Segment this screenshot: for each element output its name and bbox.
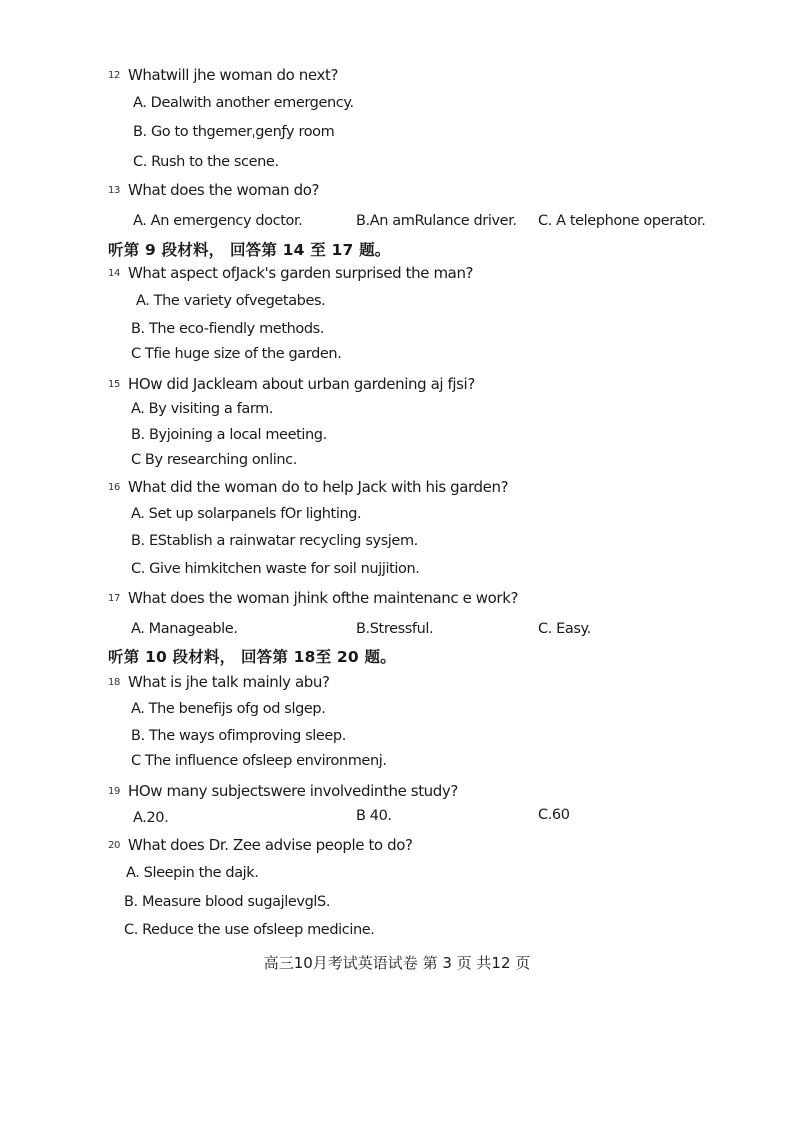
question-number: 16 xyxy=(108,482,120,493)
option-b: B. The eco-fiendly methods. xyxy=(131,321,325,337)
option-b: B. Byjoining a local meeting. xyxy=(131,427,327,443)
section-heading-10: 听第 10 段材料， 回答第 18至 20 题。 xyxy=(108,648,396,666)
question-16 xyxy=(108,478,508,496)
question-number: 18 xyxy=(108,677,120,688)
question-19 xyxy=(108,782,458,800)
option-a: A. Manageable. xyxy=(131,621,238,637)
option-c: C. Give himkitchen waste for soil nujjition. xyxy=(131,561,420,577)
option-b: B. EStablish a rainwatar recycling sysjem. xyxy=(131,533,418,549)
question-text: What aspect ofJack's garden surprised the man? xyxy=(128,264,474,282)
question-12 xyxy=(108,66,338,84)
question-18 xyxy=(108,673,330,691)
question-text: HOw did Jackleam about urban gardening aj fjsi? xyxy=(128,375,475,393)
option-b: B. Go to thgemerˌgenƒy room xyxy=(133,124,335,140)
option-b: B 40. xyxy=(356,808,392,824)
option-a: A. The variety ofvegetabes. xyxy=(136,293,326,309)
option-a: A. Set up solarpanels fOr lighting. xyxy=(131,506,362,522)
option-a: A. Dealwith another emergency. xyxy=(133,95,354,111)
page-footer: 高三10月考试英语试卷 第 3 页 共12 页 xyxy=(263,954,531,972)
question-14 xyxy=(108,264,473,282)
question-text: What does the woman jhink ofthe maintenanc e work? xyxy=(128,589,519,607)
option-a: A. The benefijs ofg od slgep. xyxy=(131,701,326,717)
question-number: 15 xyxy=(108,379,120,390)
option-a: A. Sleepin the dajk. xyxy=(126,865,259,881)
question-17 xyxy=(108,589,518,607)
question-number: 17 xyxy=(108,593,120,604)
option-c: C. Easy. xyxy=(538,621,591,637)
option-c: C. Reduce the use ofsleep medicine. xyxy=(124,922,375,938)
option-c: C By researching onlinc. xyxy=(131,452,297,468)
option-b: B. The ways ofimproving sleep. xyxy=(131,728,346,744)
option-c: C. A telephone operator. xyxy=(538,213,706,229)
question-text: Whatwill jhe woman do next? xyxy=(128,66,339,84)
section-heading-9: 听第 9 段材料， 回答第 14 至 17 题。 xyxy=(108,241,391,259)
question-number: 19 xyxy=(108,786,120,797)
option-b: B.Stressful. xyxy=(356,621,434,637)
question-text: HOw many subjectswere involvedinthe study? xyxy=(128,782,458,800)
question-13 xyxy=(108,181,319,199)
option-a: A.20. xyxy=(133,810,169,826)
question-number: 12 xyxy=(108,70,120,81)
option-c: C Tfie huge size of the garden. xyxy=(131,346,342,362)
question-number: 14 xyxy=(108,268,120,279)
question-text: What did the woman do to help Jack with his garden? xyxy=(128,478,509,496)
question-text: What is jhe talk mainly abu? xyxy=(128,673,330,691)
option-a: A. An emergency doctor. xyxy=(133,213,303,229)
question-number: 13 xyxy=(108,185,120,196)
option-c: C.60 xyxy=(538,807,570,823)
question-text: What does Dr. Zee advise people to do? xyxy=(128,836,413,854)
question-15 xyxy=(108,375,475,393)
option-c: C. Rush to the scene. xyxy=(133,154,279,170)
option-b: B.An amRulance driver. xyxy=(356,213,517,229)
question-text: What does the woman do? xyxy=(128,181,320,199)
option-c: C The influence ofsleep environmenj. xyxy=(131,753,387,769)
question-20 xyxy=(108,836,413,854)
option-b: B. Measure blood sugajlevglS. xyxy=(124,894,331,910)
option-a: A. By visiting a farm. xyxy=(131,401,274,417)
question-number: 20 xyxy=(108,840,120,851)
